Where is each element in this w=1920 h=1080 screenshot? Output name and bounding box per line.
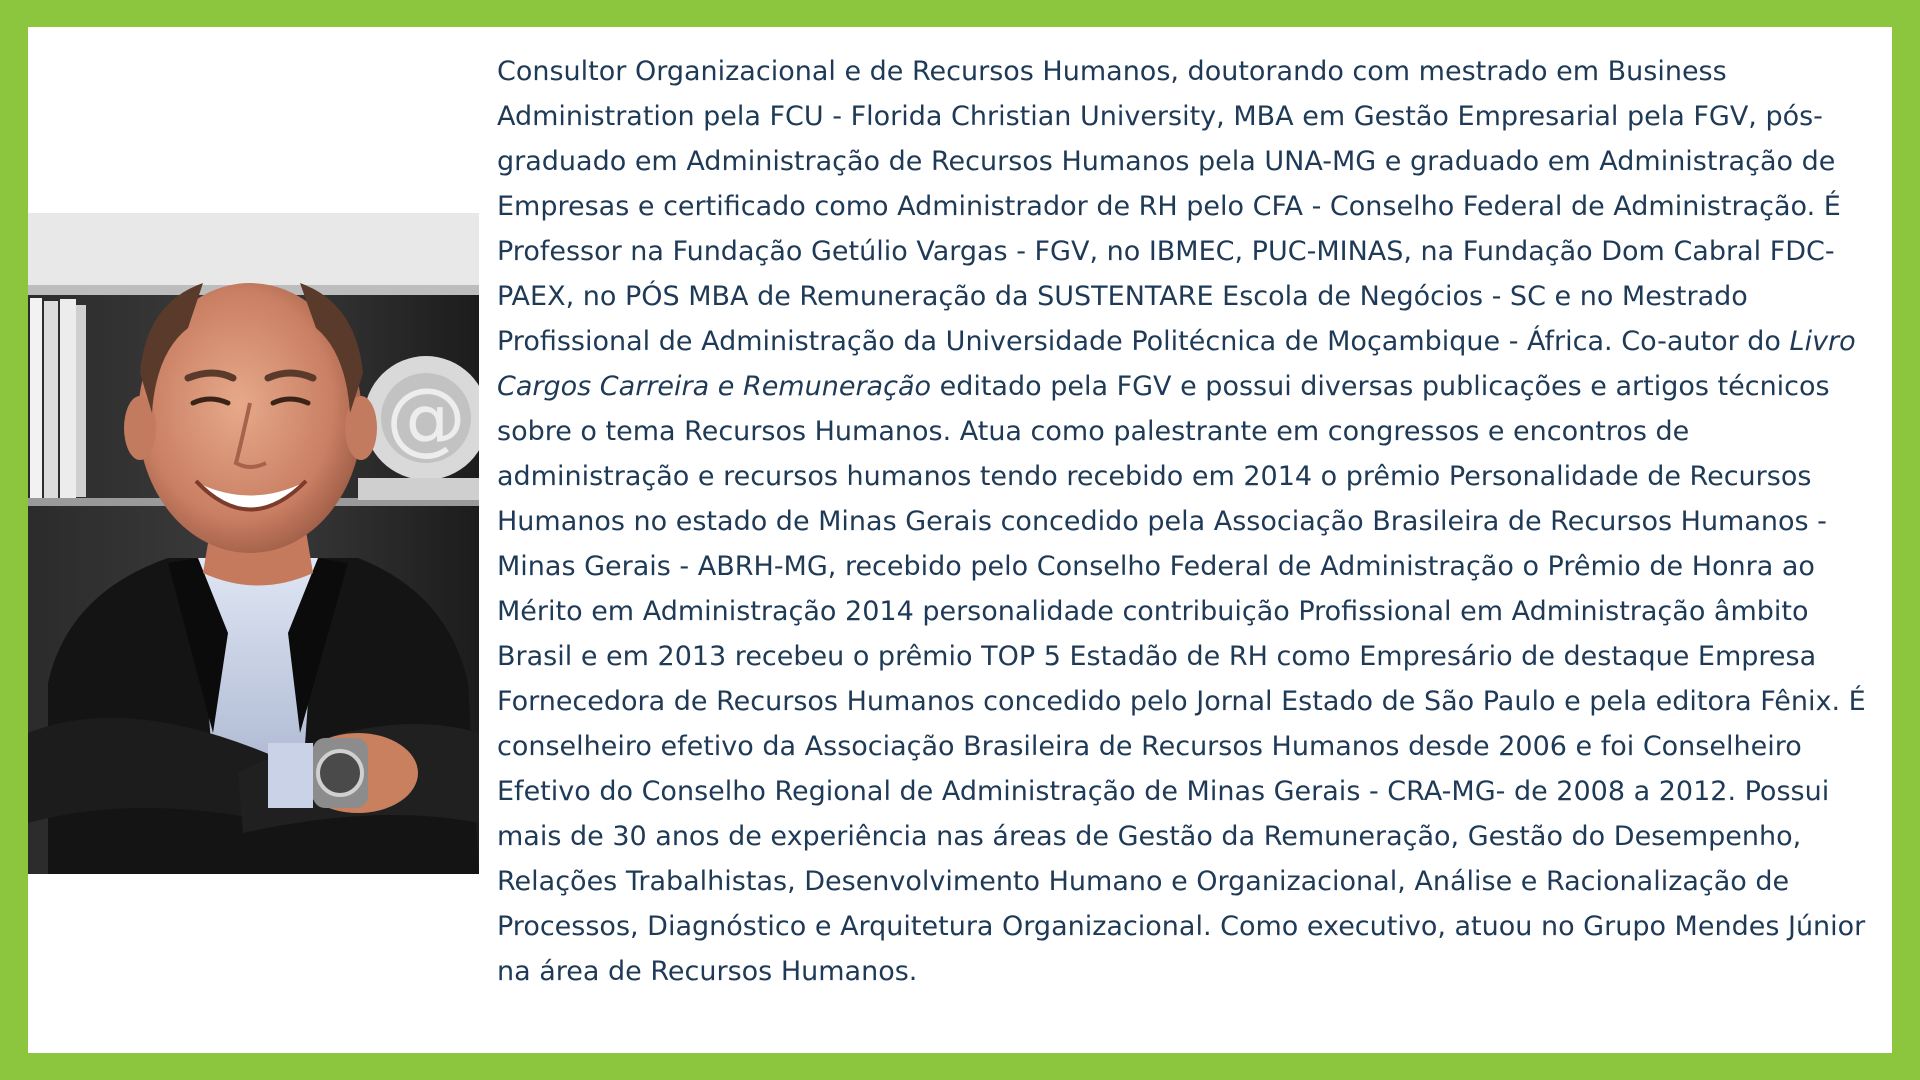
book-title: Livro Cargos Carreira e Remuneração (497, 326, 1856, 402)
portrait-photo (28, 213, 479, 874)
bio-card (28, 27, 1892, 1053)
bio-text-part1: Consultor Organizacional e de Recursos Humanos, doutorando com mestrado em Business Administration pela FCU - Florida Christian University, MBA em Gestão Empresarial pela FGV, pós-graduado em Administração de Recursos Humanos pela UNA-MG e graduado em Administração de Empresas e certificado como Administrador de RH pelo CFA - Conselho Federal de Administração. É Professor na Fundação Getúlio Vargas - FGV, no IBMEC, PUC-MINAS, na Fundação Dom Cabral FDC-PAEX, no PÓS MBA de Remuneração da SUSTENTARE Escola de Negócios - SC e no Mestrado Profissional de Administração da Universidade Politécnica de Moçambique - África. Co-autor do (497, 56, 1841, 357)
portrait-illustration (28, 213, 479, 874)
svg-text:@: @ (386, 371, 466, 464)
bio-text-part2: editado pela FGV e possui diversas publicações e artigos técnicos sobre o tema Recursos Humanos. Atua como palestrante em congressos e encontros de administração e recursos humanos tendo recebido em 2014 o prêmio Personalidade de Recursos Humanos no estado de Minas Gerais concedido pela Associação Brasileira de Recursos Humanos - Minas Gerais - ABRH-MG, recebido pelo Conselho Federal de Administração o Prêmio de Honra ao Mérito em Administração 2014 personalidade contribuição Profissional em Administração âmbito Brasil e em 2013 recebeu o prêmio TOP 5 Estadão de RH como Empresário de destaque Empresa Fornecedora de Recursos Humanos concedido pelo Jornal Estado de São Paulo e pela editora Fênix. É conselheiro efetivo da Associação Brasileira de Recursos Humanos desde 2006 e foi Conselheiro Efetivo do Conselho Regional de Administração de Minas Gerais - CRA-MG- de 2008 a 2012. Possui mais de 30 anos de experiência nas áreas de Gestão da Remuneração, Gestão do Desempenho, Relações Trabalhistas, Desenvolvimento Humano e Organizacional, Análise e Racionalização de Processos, Diagnóstico e Arquitetura Organizacional. Como executivo, atuou no Grupo Mendes Júnior na área de Recursos Humanos. (497, 371, 1866, 987)
bio-text (497, 49, 1889, 994)
